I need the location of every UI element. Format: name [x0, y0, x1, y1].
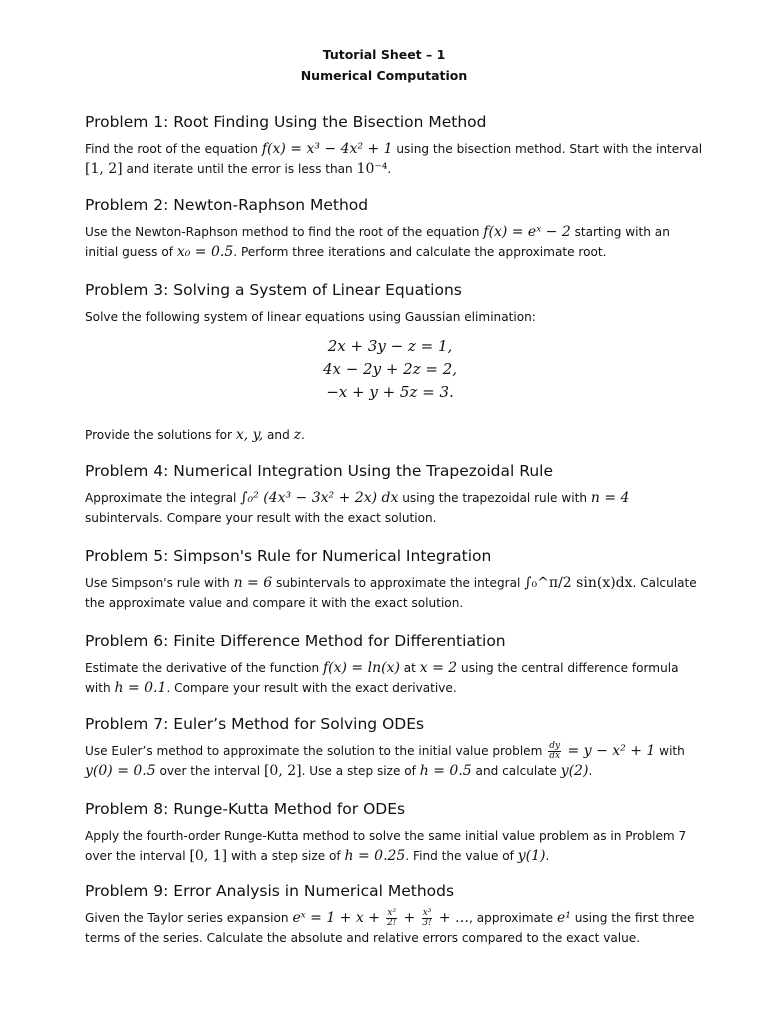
- math-run: = y − x² + 1: [563, 743, 656, 759]
- problem-3-followup: [85, 418, 705, 446]
- fraction-numerator: x³: [422, 908, 432, 918]
- math-run: n = 4: [590, 490, 630, 506]
- text-run: and iterate until the error is less than: [122, 161, 357, 176]
- text-run: over the interval: [155, 763, 264, 778]
- fraction-denominator: 2!: [387, 918, 397, 928]
- text-run: Use Euler’s method to approximate the solution to the initial value problem: [85, 744, 547, 758]
- equation-1: 2x + 3y − z = 1,: [327, 337, 453, 355]
- text-run: and calculate: [471, 763, 561, 778]
- sheet-subtitle: Numerical Computation: [300, 68, 468, 83]
- text-run: Provide the solutions for: [85, 428, 236, 442]
- text-run: .: [545, 848, 550, 863]
- text-run: , approximate: [469, 911, 557, 925]
- problem-9: [85, 881, 705, 948]
- math-run: f(x) = eˣ − 2: [483, 224, 571, 240]
- fraction-numerator: x²: [387, 908, 397, 918]
- problem-1-text: [85, 140, 705, 179]
- problem-4: [85, 461, 705, 528]
- text-run: starting with an initial guess of: [85, 225, 670, 259]
- sheet-title: Tutorial Sheet – 1: [322, 47, 446, 62]
- math-run: x₀ = 0.5: [176, 243, 234, 260]
- math-run: e¹: [556, 910, 571, 926]
- problem-2-title: Problem 2: Newton-Raphson Method: [85, 196, 369, 214]
- math-run: + …: [434, 910, 470, 926]
- problem-1: [85, 112, 705, 179]
- problem-5-text: [85, 574, 705, 613]
- text-run: . Find the value of: [405, 848, 518, 863]
- math-run: ∫₀² (4x³ − 3x² + 2x) dx: [240, 490, 399, 506]
- problem-9-text: [85, 909, 705, 948]
- text-run: . Perform three iterations and calculate the approximate root.: [233, 244, 607, 259]
- text-run: . Calculate the approximate value and compare it with the exact solution.: [85, 576, 697, 610]
- math-run: h = 0.5: [419, 762, 472, 779]
- problem-3-title: Problem 3: Solving a System of Linear Equations: [85, 281, 462, 299]
- math-run: x, y,: [235, 427, 264, 443]
- math-run: f(x) = ln(x): [322, 660, 400, 676]
- problem-1-title: Problem 1: Root Finding Using the Bisection Method: [85, 113, 487, 131]
- problem-2: [85, 195, 705, 262]
- math-run: y(2): [560, 762, 589, 779]
- problem-4-text: [85, 489, 705, 528]
- text-run: using the bisection method. Start with the interval: [392, 142, 703, 156]
- text-run: Given the Taylor series expansion: [85, 911, 293, 925]
- fraction-denominator: dx: [549, 751, 561, 761]
- text-run: using the trapezoidal rule with: [398, 491, 591, 505]
- taylor-fraction-2: [422, 909, 433, 928]
- text-run: using the first three terms of the series. Calculate the absolute and relative errors compared to the exact value.: [85, 911, 695, 945]
- problem-8: [85, 799, 705, 866]
- text-run: at: [399, 661, 420, 675]
- problem-7-text: [85, 742, 705, 781]
- text-run: .: [588, 763, 593, 778]
- problem-6-text: [85, 659, 705, 698]
- text-run: Approximate the integral: [85, 491, 241, 505]
- math-run: h = 0.25: [344, 847, 406, 864]
- text-run: Find the root of the equation: [85, 142, 262, 156]
- problem-4-title: Problem 4: Numerical Integration Using the Trapezoidal Rule: [85, 462, 553, 480]
- taylor-fraction-1: [386, 909, 397, 928]
- math-run: +: [399, 910, 420, 926]
- equation-2: 4x − 2y + 2z = 2,: [322, 360, 458, 378]
- text-run: Use Simpson's rule with: [85, 576, 234, 590]
- math-run: h = 0.1: [114, 679, 167, 696]
- math-run: z: [293, 427, 302, 443]
- sheet-header: [0, 44, 768, 86]
- text-run: Estimate the derivative of the function: [85, 661, 323, 675]
- text-run: subintervals. Compare your result with the exact solution.: [85, 510, 437, 525]
- text-run: .: [387, 161, 392, 176]
- problem-2-text: [85, 223, 705, 262]
- text-run: . Use a step size of: [301, 763, 420, 778]
- text-run: Use the Newton-Raphson method to find the root of the equation: [85, 225, 484, 239]
- text-run: . Compare your result with the exact derivative.: [166, 680, 457, 695]
- math-run: y(1): [517, 847, 546, 864]
- equation-3: −x + y + 5z = 3.: [326, 383, 454, 401]
- problem-8-text: [85, 827, 705, 866]
- math-run: [1, 2]: [85, 160, 123, 177]
- problem-6: [85, 631, 705, 698]
- problem-7-title: Problem 7: Euler’s Method for Solving ODEs: [85, 715, 425, 733]
- text-run: .: [301, 428, 305, 442]
- text-run: Apply the fourth-order Runge-Kutta method to solve the same initial value problem as in Problem 7 over the interval: [85, 829, 687, 863]
- text-run: with a step size of: [227, 848, 345, 863]
- math-run: [0, 2]: [263, 762, 302, 779]
- equation-system: [0, 335, 768, 404]
- math-run: eˣ = 1 + x +: [292, 910, 385, 926]
- math-run: f(x) = x³ − 4x² + 1: [261, 141, 393, 157]
- text-run: and: [263, 428, 294, 442]
- math-run: x = 2: [419, 660, 458, 676]
- math-run: ∫₀^π/2 sin(x)dx: [524, 575, 633, 591]
- problem-3-text-2: [85, 426, 705, 446]
- problem-7: [85, 714, 705, 781]
- math-run: n = 6: [233, 575, 273, 591]
- math-run: y(0) = 0.5: [85, 762, 156, 779]
- problem-5: [85, 546, 705, 613]
- problem-3: [85, 280, 705, 328]
- text-run: using the central difference formula with: [85, 661, 679, 695]
- problem-9-title: Problem 9: Error Analysis in Numerical Methods: [85, 882, 455, 900]
- math-run: 10⁻⁴: [356, 160, 388, 177]
- fraction-denominator: 3!: [422, 918, 432, 928]
- fraction-numerator: dy: [549, 741, 561, 751]
- problem-3-text: Solve the following system of linear equations using Gaussian elimination:: [85, 310, 536, 324]
- text-run: with: [655, 744, 685, 758]
- problem-8-title: Problem 8: Runge-Kutta Method for ODEs: [85, 800, 406, 818]
- problem-5-title: Problem 5: Simpson's Rule for Numerical Integration: [85, 547, 492, 565]
- text-run: subintervals to approximate the integral: [272, 576, 525, 590]
- math-run: [0, 1]: [189, 847, 228, 864]
- derivative-fraction: [548, 742, 561, 761]
- problem-6-title: Problem 6: Finite Difference Method for Differentiation: [85, 632, 506, 650]
